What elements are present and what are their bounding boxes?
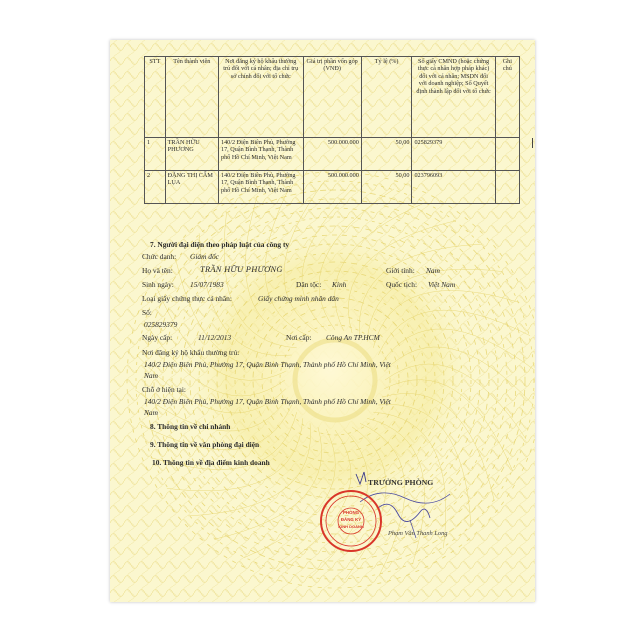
- cell-name: TRẦN HỮU PHƯƠNG: [165, 138, 218, 171]
- issue-date-label: Ngày cấp:: [142, 333, 173, 342]
- ethnic-value: Kinh: [332, 280, 347, 289]
- dob-label: Sinh ngày:: [142, 280, 174, 289]
- issue-date-value: 11/12/2013: [198, 333, 232, 342]
- document-page: [110, 40, 535, 602]
- red-seal: [318, 488, 384, 554]
- issue-place-value: Công An TP.HCM: [326, 333, 380, 342]
- idno-value: 025829379: [144, 320, 178, 329]
- cell-id: 025829379: [412, 138, 495, 171]
- header-rate: Tỷ lệ (%): [361, 57, 412, 138]
- nationality-label: Quốc tịch:: [386, 280, 417, 289]
- svg-text:PHÒNG: PHÒNG: [342, 510, 360, 515]
- cell-stt: 1: [145, 138, 166, 171]
- cell-id: 023796093: [412, 171, 495, 204]
- edge-mark: [532, 138, 534, 148]
- cell-stt: 2: [145, 171, 166, 204]
- section8-heading: 8. Thông tin về chi nhánh: [150, 422, 231, 431]
- section9-heading: 9. Thông tin về văn phòng đại diện: [150, 440, 260, 449]
- svg-text:ĐĂNG KÝ: ĐĂNG KÝ: [340, 517, 362, 522]
- cell-address: 140/2 Điện Biên Phủ, Phường 17, Quận Bình Thạnh, Thành phố Hồ Chí Minh, Việt Nam: [218, 171, 303, 204]
- current-label: Chỗ ở hiện tại:: [142, 385, 186, 394]
- gender-label: Giới tính:: [386, 266, 415, 275]
- current-line1: 140/2 Điện Biên Phủ, Phường 17, Quận Bình Thạnh, Thành phố Hồ Chí Minh, Việt: [144, 397, 391, 406]
- title-value: Giám đốc: [190, 252, 219, 261]
- document-content: [110, 40, 535, 602]
- header-name: Tên thành viên: [165, 57, 218, 138]
- section7-heading: 7. Người đại diện theo pháp luật của công ty: [150, 240, 290, 249]
- signature-title: TRƯỞNG PHÒNG: [368, 478, 434, 487]
- ethnic-label: Dân tộc:: [296, 280, 322, 289]
- section10-heading: 10. Thông tin về địa điểm kinh doanh: [152, 458, 270, 467]
- gender-value: Nam: [426, 266, 440, 275]
- cell-rate: 50,00: [361, 171, 412, 204]
- header-note: Ghi chú: [495, 57, 519, 138]
- header-stt: STT: [145, 57, 166, 138]
- perm-label: Nơi đăng ký hộ khẩu thường trú:: [142, 348, 240, 357]
- svg-text:KINH DOANH: KINH DOANH: [338, 524, 364, 529]
- name-value: TRẦN HỮU PHƯƠNG: [200, 265, 283, 274]
- perm-line2: Nam: [144, 371, 158, 380]
- table-row: [145, 138, 520, 171]
- perm-line1: 140/2 Điện Biên Phủ, Phường 17, Quận Bình Thạnh, Thành phố Hồ Chí Minh, Việt: [144, 360, 391, 369]
- idno-label: Số:: [142, 308, 152, 317]
- idtype-label: Loại giấy chứng thực cá nhân:: [142, 294, 232, 303]
- cell-note: [495, 138, 519, 171]
- dob-value: 15/07/1983: [190, 280, 224, 289]
- current-line2: Nam: [144, 408, 158, 417]
- header-address: Nơi đăng ký hộ khẩu thường trú đối với cá nhân; địa chỉ trụ sở chính đối với tổ chức: [218, 57, 303, 138]
- cell-capital: 500.000.000: [303, 138, 361, 171]
- header-id: Số giấy CMND (hoặc chứng thực cá nhân hợp pháp khác) đối với cá nhân; MSDN đối với doanh nghiệp; Số Quyết định thành lập đối với tổ chức: [412, 57, 495, 138]
- header-capital: Giá trị phần vốn góp (VNĐ): [303, 57, 361, 138]
- cell-capital: 500.000.000: [303, 171, 361, 204]
- name-label: Họ và tên:: [142, 266, 173, 275]
- cell-rate: 50,00: [361, 138, 412, 171]
- cell-name: ĐẶNG THỊ CẨM LỤA: [165, 171, 218, 204]
- issue-place-label: Nơi cấp:: [286, 333, 312, 342]
- title-label: Chức danh:: [142, 252, 177, 261]
- nationality-value: Việt Nam: [428, 280, 456, 289]
- table-row: [145, 171, 520, 204]
- cell-note: [495, 171, 519, 204]
- members-table: [144, 56, 520, 204]
- signer-name: Phạm Văn Thanh Long: [388, 530, 448, 537]
- cell-address: 140/2 Điện Biên Phủ, Phường 17, Quận Bình Thạnh, Thành phố Hồ Chí Minh, Việt Nam: [218, 138, 303, 171]
- idtype-value: Giấy chứng minh nhân dân: [258, 294, 339, 303]
- table-header-row: [145, 57, 520, 138]
